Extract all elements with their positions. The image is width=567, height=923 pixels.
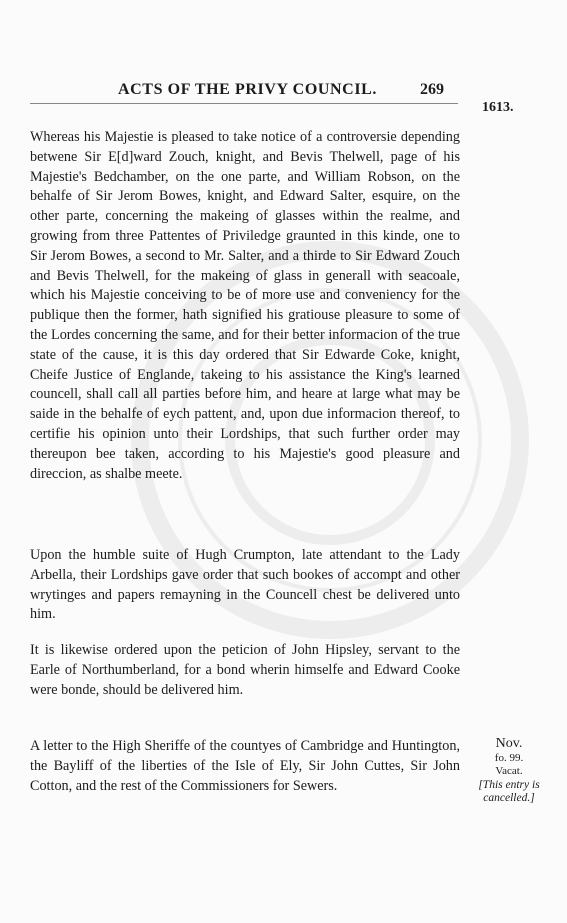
paragraph-glass-patents: Whereas his Majestie is pleased to take notice of a controversie depending betwene Sir E[d]ward Zouch, knight, and Bevis Thelwell, page of his Majestie's Bedchamber, on the one parte, and William Robson, on the behalfe of Sir Jerom Bowes, knight, and Edward Salter, esquire, on the other parte, concerning the makeing of glasses within the realme, and growing from three Pattentes of Priviledge graunted in this kinde, one to Sir Jerom Bowes, a second to Mr. Salter, and a thirde to Sir Edward Zouch and Bevis Thelwell, for the makeing of glass in generall with seacoale, which his Majestie conceiving to be of more use and conveniency for the publique then the former, hath signified his gratiouse pleasure to some of the Lordes concerning the same, and for their better informacion of the true state of the cause, it is this day ordered that Sir Edwarde Coke, knight, Cheife Justice of Englande, takeing to his assistance the King's learned councell, shall call all parties before him, and heare at large what may be saide in the behalfe of eych pattent, and, upon due informacion thereof, to certifie his opinion unto their Lordships, that such further order may thereupon bee taken, according to his Majestie's good pleasure and direccion, as shalbe meete. [30,129,460,482]
margin-year: 1613. [482,100,514,115]
margin-note-remark: [This entry is cancelled.] [478,779,540,804]
margin-note-month: Nov. [495,736,523,751]
page-number: 269 [420,81,444,98]
running-title: ACTS OF THE PRIVY COUNCIL. [118,81,378,98]
paragraph-hugh-crumpton: Upon the humble suite of Hugh Crumpton, late attendant to the Lady Arbella, their Lordships gave order that such bookes of accompt and other wrytinges and papers remayning in the Councell chest be delivered unto him. [30,547,460,623]
paragraph-letter-sheriffe: A letter to the High Sheriffe of the countyes of Cambridge and Huntington, the Bayliff of the liberties of the Isle of Ely, Sir John Cuttes, Sir John Cotton, and the rest of the Commissioners for Sewers. [30,738,460,794]
margin-note [464,737,554,805]
paragraph-john-hipsley: It is likewise ordered upon the peticion of John Hipsley, servant to the Earle of Northumberland, for a bond wherin himselfe and Edward Cooke were bonde, should be delivered him. [30,642,460,698]
margin-note-status: Vacat. [495,765,523,777]
margin-note-folio: fo. 99. [494,752,524,764]
header-divider [30,103,458,104]
